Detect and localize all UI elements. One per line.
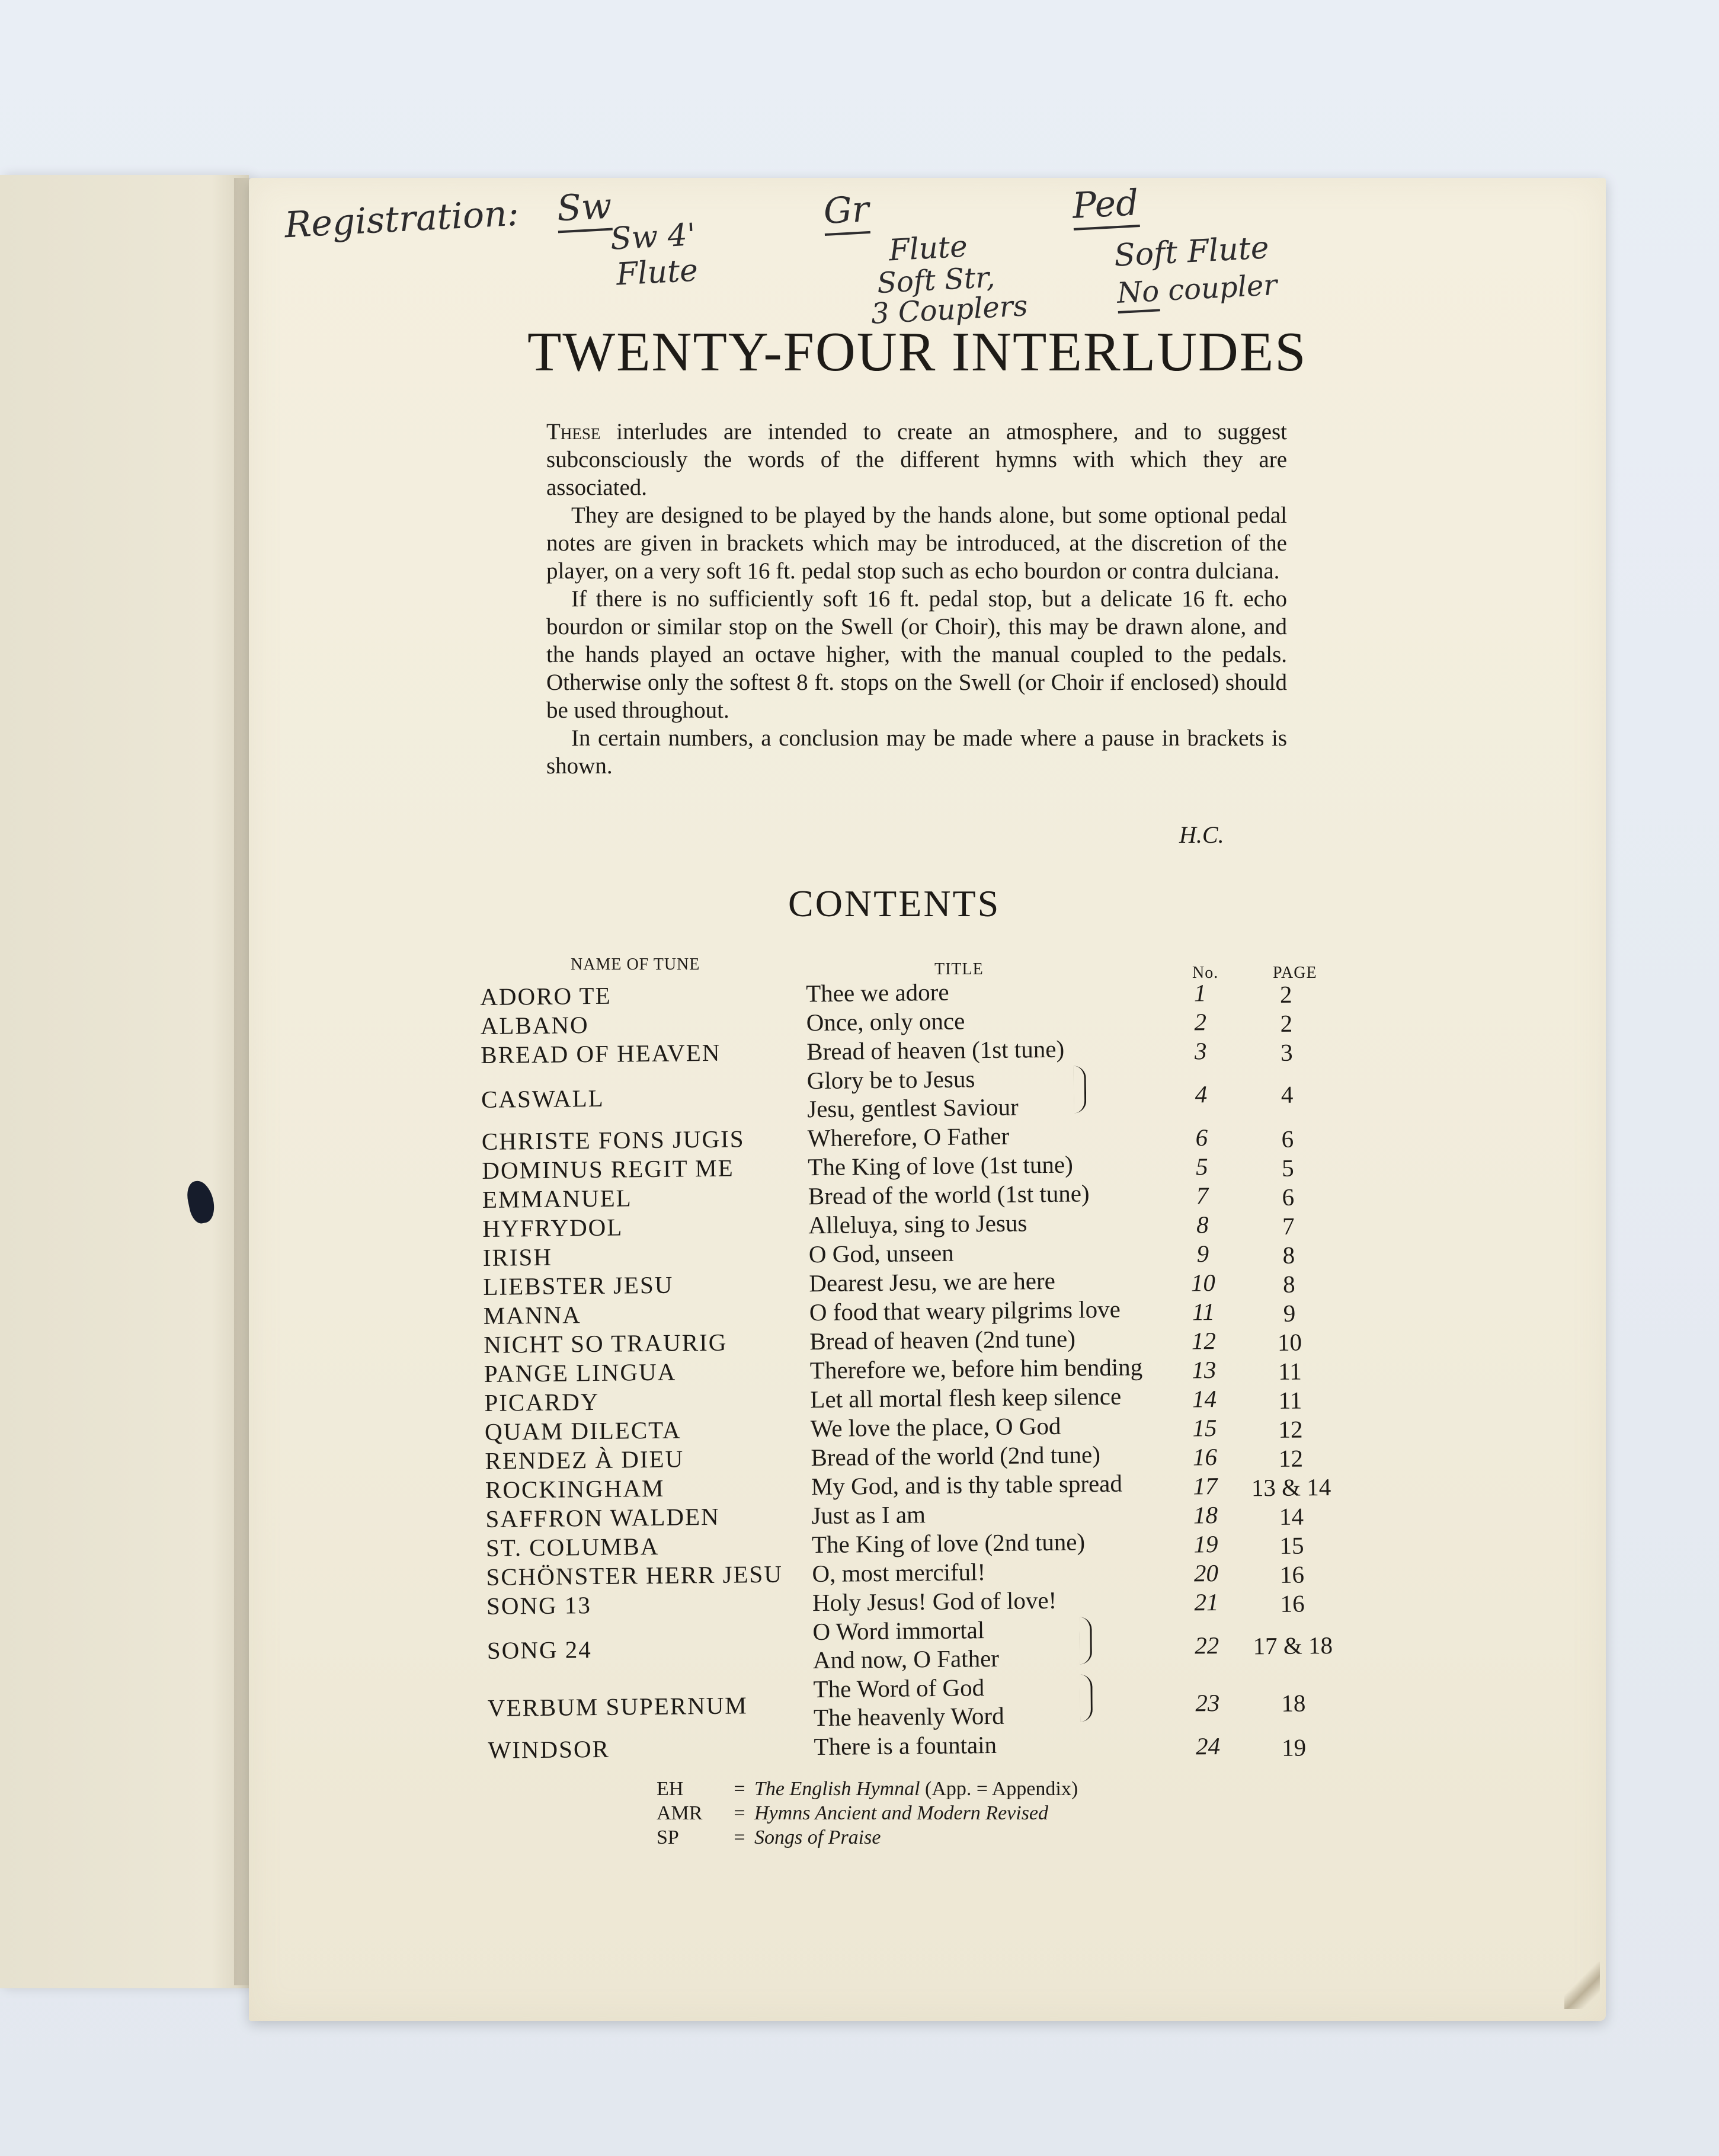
hymn-title: The King of love (1st tune)	[808, 1150, 1073, 1181]
interlude-number: 17	[1193, 1472, 1218, 1500]
hymn-titles	[811, 1440, 1100, 1472]
contents-row	[486, 1612, 1346, 1678]
page-number: 10	[1277, 1328, 1302, 1356]
tune-name: PANGE LINGUA	[484, 1358, 677, 1387]
hymn-titles	[814, 1730, 997, 1761]
page-number: 17 & 18	[1253, 1631, 1333, 1660]
page-number: 16	[1279, 1560, 1305, 1588]
interlude-number: 19	[1193, 1530, 1218, 1558]
page-number: 4	[1281, 1080, 1294, 1108]
interlude-number: 11	[1192, 1298, 1215, 1326]
intro-paragraph-4: In certain numbers, a conclusion may be made where a pause in brackets is shown.	[546, 725, 1287, 779]
hymn-title: Once, only once	[806, 1007, 965, 1037]
tune-name: NICHT SO TRAURIG	[484, 1328, 728, 1358]
hymn-title: O, most merciful!	[812, 1558, 986, 1588]
interlude-number: 18	[1193, 1501, 1218, 1529]
tune-name: RENDEZ À DIEU	[485, 1445, 684, 1474]
brace-mark	[1080, 1674, 1093, 1722]
hymn-title: Bread of the world (1st tune)	[808, 1179, 1090, 1210]
interlude-number: 22	[1195, 1632, 1219, 1659]
hymn-title: Just as I am	[811, 1501, 926, 1530]
page-number: 14	[1279, 1502, 1304, 1530]
page-title: TWENTY-FOUR INTERLUDES	[527, 321, 1307, 383]
tune-name: ST. COLUMBA	[485, 1532, 660, 1562]
page-number: 7	[1282, 1212, 1295, 1240]
hymn-titles	[810, 1382, 1121, 1413]
hymn-title: We love the place, O God	[810, 1412, 1061, 1442]
interlude-number: 13	[1192, 1356, 1217, 1384]
hymn-title: Thee we adore	[805, 978, 949, 1007]
hymn-titles	[809, 1266, 1055, 1297]
legend-hymnal-name: Songs of Praise	[754, 1826, 881, 1848]
column-header-page: PAGE	[1273, 964, 1317, 982]
handwritten-registration-label: Registration:	[283, 192, 520, 247]
hymn-titles	[812, 1616, 999, 1674]
page-number: 3	[1280, 1038, 1293, 1066]
legend-hymnal-name: The English Hymnal	[754, 1778, 920, 1800]
left-facing-page	[0, 175, 249, 1988]
legend-equals: =	[734, 1826, 745, 1848]
tune-name: SONG 13	[486, 1591, 592, 1620]
handwritten-no-underlined: No	[1116, 274, 1160, 314]
tune-name: SAFFRON WALDEN	[485, 1502, 720, 1533]
handwritten-swell-stop-1: Sw 4'	[609, 217, 697, 257]
hymn-title: Glory be to Jesus	[806, 1065, 975, 1095]
column-header-tune: NAME OF TUNE	[571, 955, 700, 974]
tune-name: QUAM DILECTA	[484, 1416, 681, 1445]
tune-name: ADORO TE	[480, 981, 612, 1010]
interlude-number: 20	[1193, 1559, 1219, 1587]
interlude-number: 16	[1192, 1443, 1218, 1471]
hymn-title: Bread of the world (2nd tune)	[811, 1441, 1101, 1472]
interlude-number: 9	[1196, 1240, 1209, 1268]
column-header-number: No.	[1192, 964, 1219, 982]
tune-name: PICARDY	[484, 1387, 600, 1416]
intro-paragraph-3: If there is no sufficiently soft 16 ft. pedal stop, but a delicate 16 ft. echo bourdon or similar stop on the Swell (or Choir), this may be drawn alone, and the hands played an octave higher, with the manual coupled to the pedals. Otherwise only the softest 8 ft. stops on the Swell (or Choir if enclosed) should be used throughout.	[546, 586, 1287, 723]
tune-name: ALBANO	[480, 1011, 589, 1039]
handwritten-pedal-heading: Ped	[1071, 182, 1139, 231]
hymn-title: The King of love (2nd tune)	[811, 1528, 1086, 1559]
interlude-number: 5	[1195, 1153, 1208, 1181]
interlude-number: 3	[1194, 1037, 1207, 1065]
legend-abbreviation: EH	[657, 1778, 684, 1800]
tune-name: VERBUM SUPERNUM	[487, 1691, 748, 1722]
page-number: 5	[1281, 1154, 1294, 1182]
page-number: 16	[1280, 1589, 1305, 1617]
page-number: 13 & 14	[1251, 1473, 1331, 1502]
legend-row	[657, 1825, 1078, 1850]
page-number: 8	[1282, 1270, 1295, 1298]
hymn-title: Bread of heaven (1st tune)	[806, 1035, 1065, 1066]
handwritten-coupler: coupler	[1167, 268, 1278, 308]
page-number: 15	[1279, 1531, 1304, 1559]
handwritten-great-stop-3: 3 Couplers	[870, 289, 1029, 331]
legend-note: (App. = Appendix)	[925, 1778, 1078, 1800]
handwritten-great-stop-2: Soft Str,	[876, 260, 996, 300]
interlude-number: 1	[1193, 979, 1206, 1007]
interlude-number: 14	[1192, 1385, 1217, 1413]
interlude-number: 7	[1196, 1182, 1209, 1210]
legend-equals: =	[734, 1802, 745, 1824]
legend-row	[657, 1777, 1078, 1801]
hymn-title: Dearest Jesu, we are here	[809, 1266, 1056, 1297]
legend-row	[657, 1801, 1078, 1825]
hymn-titles	[808, 1122, 1010, 1153]
hymn-title: Alleluya, sing to Jesus	[808, 1209, 1027, 1239]
hymn-titles	[810, 1352, 1143, 1384]
tune-name: CASWALL	[481, 1084, 604, 1113]
page-number: 9	[1283, 1299, 1296, 1327]
author-initials: H.C.	[1179, 821, 1224, 848]
tune-name: CHRISTE FONS JUGIS	[481, 1125, 745, 1155]
legend-abbreviation: AMR	[657, 1802, 703, 1824]
hymn-titles	[809, 1295, 1121, 1326]
hymn-title: Bread of heaven (2nd tune)	[809, 1325, 1076, 1355]
contents-table	[480, 974, 1347, 1765]
hymn-title: Therefore we, before him bending	[809, 1353, 1143, 1384]
intro-lead-word: These	[546, 419, 601, 444]
page-corner-wear	[1564, 1962, 1600, 2009]
tune-name: DOMINUS REGIT ME	[482, 1154, 734, 1184]
interlude-number: 2	[1194, 1008, 1207, 1036]
tune-name: IRISH	[482, 1243, 553, 1271]
tune-name: HYFRYDOL	[482, 1213, 623, 1242]
interlude-number: 21	[1194, 1588, 1219, 1616]
page-number: 6	[1281, 1125, 1294, 1153]
hymn-titles	[812, 1586, 1057, 1617]
hymn-titles	[812, 1557, 985, 1588]
page-number: 2	[1279, 980, 1292, 1008]
hymn-titles	[809, 1325, 1075, 1356]
tune-name: WINDSOR	[488, 1735, 610, 1764]
contents-row	[481, 1061, 1341, 1127]
hymn-title: There is a fountain	[814, 1730, 997, 1761]
interlude-number: 23	[1195, 1688, 1220, 1717]
hymn-titles	[812, 1527, 1086, 1559]
brace-mark	[1079, 1617, 1092, 1664]
tune-name: ROCKINGHAM	[485, 1474, 665, 1504]
hymn-title-alt: And now, O Father	[812, 1644, 1000, 1674]
legend-equals: =	[734, 1778, 745, 1800]
page-number: 8	[1282, 1241, 1295, 1269]
hymn-titles	[806, 978, 949, 1008]
hymn-title: Let all mortal flesh keep silence	[810, 1382, 1122, 1413]
intro-paragraph-1	[546, 418, 1287, 501]
intro-paragraph-1-text: interludes are intended to create an atmosphere, and to suggest subconsciously the words of the different hymns with which they are associated.	[546, 419, 1288, 500]
tune-name: EMMANUEL	[482, 1184, 632, 1213]
tune-name: LIEBSTER JESU	[483, 1271, 674, 1300]
hymn-title: My God, and is thy table spread	[811, 1469, 1123, 1501]
hymn-titles	[806, 1035, 1064, 1066]
hymn-titles	[811, 1469, 1122, 1501]
hymn-titles	[808, 1179, 1090, 1210]
legend-abbreviation: SP	[657, 1826, 679, 1848]
hymn-title-alt: Jesu, gentlest Saviour	[807, 1093, 1019, 1123]
hymn-title: Wherefore, O Father	[807, 1122, 1010, 1152]
interlude-number: 24	[1195, 1732, 1221, 1760]
hymn-titles	[806, 1006, 965, 1037]
handwritten-swell-stop-2: Flute	[615, 252, 699, 293]
brace-mark	[1074, 1066, 1087, 1113]
interlude-number: 8	[1196, 1211, 1209, 1239]
handwritten-pedal-stop-1: Soft Flute	[1113, 230, 1270, 274]
hymn-title: O God, unseen	[808, 1239, 954, 1268]
interlude-number: 4	[1195, 1080, 1208, 1108]
contents-heading: CONTENTS	[788, 882, 1001, 925]
legend-hymnal-name: Hymns Ancient and Modern Revised	[754, 1802, 1049, 1824]
interlude-number: 6	[1195, 1124, 1208, 1151]
abbreviation-legend	[657, 1777, 1078, 1850]
page-number: 2	[1280, 1009, 1293, 1037]
interlude-number: 10	[1190, 1269, 1216, 1297]
page-number: 6	[1282, 1183, 1295, 1211]
tune-name: SCHÖNSTER HERR JESU	[486, 1560, 783, 1591]
page-number: 12	[1278, 1444, 1304, 1472]
page-number: 11	[1278, 1386, 1302, 1414]
hymn-titles	[811, 1412, 1061, 1442]
intro-text	[546, 418, 1287, 780]
page-number: 19	[1281, 1733, 1307, 1761]
page-number: 11	[1278, 1357, 1302, 1385]
hymn-titles	[808, 1208, 1027, 1239]
handwritten-great-heading: Gr	[822, 188, 870, 236]
contents-row	[487, 1669, 1347, 1736]
page-number: 12	[1278, 1415, 1303, 1443]
interlude-number: 15	[1192, 1414, 1217, 1442]
hymn-titles	[807, 1064, 1019, 1123]
handwritten-swell-heading: Sw	[556, 185, 613, 233]
hymn-titles	[813, 1673, 1004, 1732]
hymn-title: O Word immortal	[812, 1616, 985, 1646]
hymn-title: The Word of God	[813, 1674, 985, 1703]
intro-paragraph-2: They are designed to be played by the hands alone, but some optional pedal notes are given in brackets which may be introduced, at the discretion of the player, on a very soft 16 ft. pedal stop such as echo bourdon or contra dulciana.	[546, 503, 1287, 584]
hymn-title: O food that weary pilgrims love	[809, 1295, 1121, 1326]
hymn-titles	[808, 1150, 1073, 1182]
hymn-title: Holy Jesus! God of love!	[812, 1586, 1057, 1617]
interlude-number: 12	[1191, 1327, 1217, 1355]
column-header-title: TITLE	[934, 960, 984, 978]
tune-name: SONG 24	[486, 1636, 592, 1664]
tune-name: MANNA	[483, 1301, 582, 1329]
tune-name: BREAD OF HEAVEN	[481, 1038, 721, 1069]
hymn-titles	[809, 1239, 954, 1269]
hymn-title-alt: The heavenly Word	[813, 1701, 1004, 1732]
handwritten-great-stop-1: Flute	[888, 229, 969, 268]
hymn-titles	[811, 1500, 926, 1530]
page-number: 18	[1281, 1689, 1306, 1717]
